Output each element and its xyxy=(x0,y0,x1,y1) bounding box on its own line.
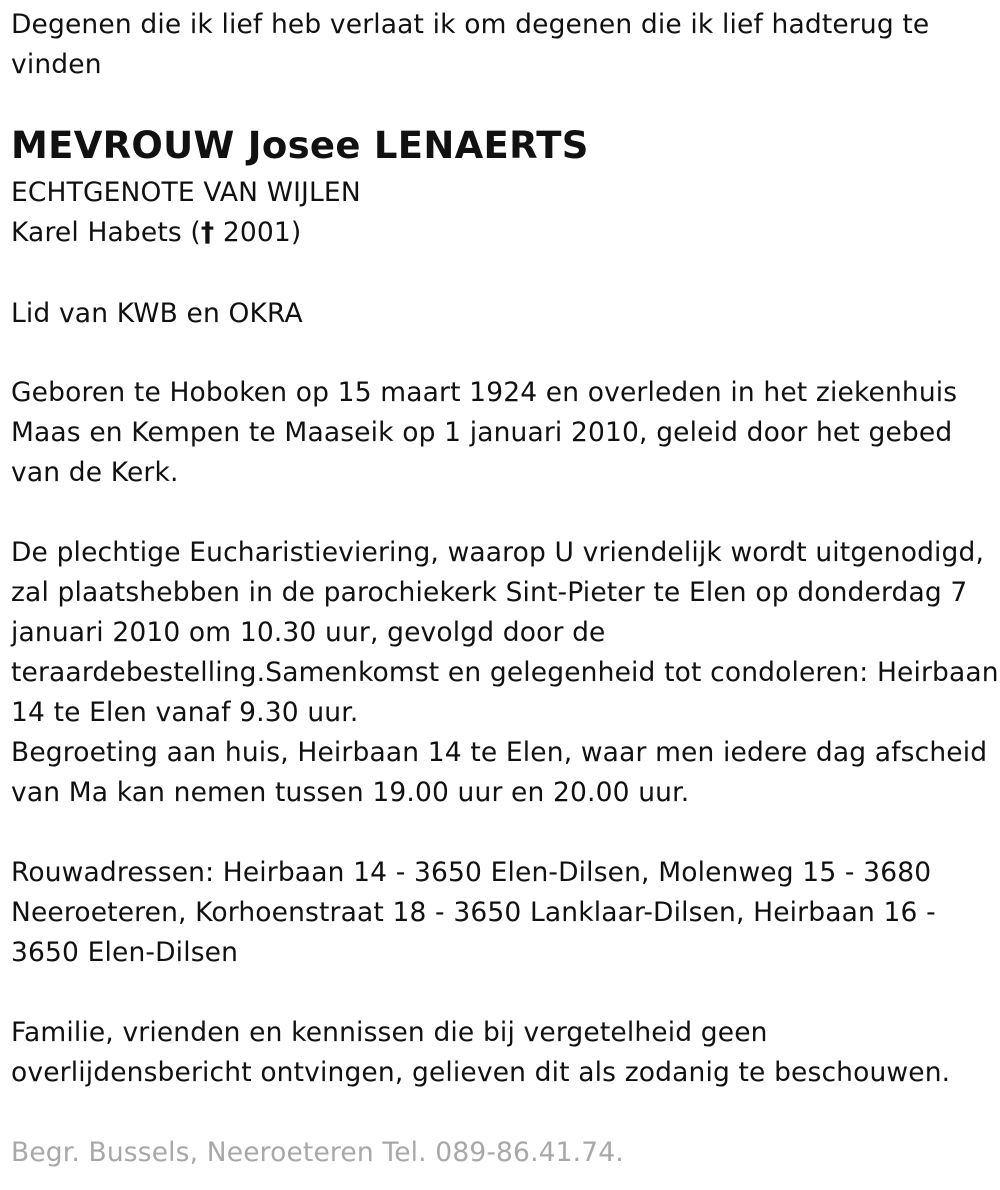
deceased-name: MEVROUW Josee LENAERTS xyxy=(11,124,589,167)
birth-death-paragraph: Geboren te Hoboken op 15 maart 1924 en overleden in het ziekenhuis Maas en Kempen te Maaseik op 1 januari 2010, geleid door het gebed van de Kerk. xyxy=(11,377,958,488)
spouse-line xyxy=(11,213,301,253)
cross-icon: † xyxy=(200,217,215,248)
spouse-death-year: 2001) xyxy=(214,217,302,248)
spouse-title: ECHTGENOTE VAN WIJLEN xyxy=(11,177,361,208)
funeral-service-text: De plechtige Eucharistieviering, waarop U vriendelijk wordt uitgenodigd, zal plaatshebben in de parochiekerk Sint-Pieter te Elen op donderdag 7 januari 2010 om 10.30 uur, gevolgd door de teraardebestelling.Samenkomst en gelegenheid tot condoleren: Heirbaan 14 te Elen vanaf 9.30 uur. xyxy=(11,537,999,728)
membership-text: Lid van KWB en OKRA xyxy=(11,298,303,329)
funeral-director-footer: Begr. Bussels, Neeroeteren Tel. 089-86.41.74. xyxy=(11,1137,624,1168)
opening-quote: Degenen die ik lief heb verlaat ik om degenen die ik lief hadterug te vinden xyxy=(11,9,930,80)
family-note: Familie, vrienden en kennissen die bij vergetelheid geen overlijdensbericht ontvingen, gelieven dit als zodanig te beschouwen. xyxy=(11,1017,951,1088)
spouse-name: Karel Habets ( xyxy=(11,217,201,248)
home-visitation-text: Begroeting aan huis, Heirbaan 14 te Elen, waar men iedere dag afscheid van Ma kan nemen tussen 19.00 uur en 20.00 uur. xyxy=(11,737,988,808)
mourning-addresses: Rouwadressen: Heirbaan 14 - 3650 Elen-Dilsen, Molenweg 15 - 3680 Neeroeteren, Korhoenstraat 18 - 3650 Lanklaar-Dilsen, Heirbaan 16 - 3650 Elen-Dilsen xyxy=(11,857,936,968)
service-paragraph xyxy=(11,533,1000,813)
